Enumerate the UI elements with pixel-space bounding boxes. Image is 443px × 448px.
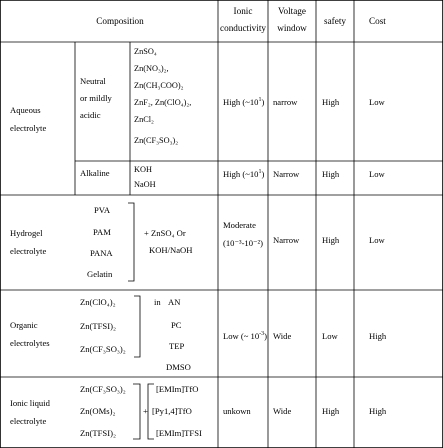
organic-section	[10, 296, 387, 372]
organic-salt-item: Zn(TFSI)₂	[80, 321, 116, 331]
hydrogel-section	[10, 203, 386, 281]
neutral-salt-item: Zn(CF₃SO₃)₂	[134, 136, 179, 145]
ionic-cost: High	[369, 406, 387, 416]
hydrogel-voltage: Narrow	[273, 235, 300, 245]
hydrogel-conductivity-line1: Moderate	[223, 220, 256, 230]
neutral-cost: Low	[369, 97, 385, 107]
ionic-salt-item: Zn(OMs)₂	[80, 406, 116, 416]
ionic-label-line1: Ionic liquid	[10, 398, 50, 408]
ionic-conductivity: unkown	[223, 406, 251, 416]
hydrogel-cost: Low	[369, 235, 385, 245]
organic-salt-list	[80, 297, 126, 354]
organic-salt-item: Zn(CF₃SO₃)₂	[80, 344, 126, 354]
organic-solvent-item: AN	[168, 297, 181, 307]
ionic-liquid-item: [EMIm]TfO	[156, 384, 199, 394]
organic-solvent-list	[166, 297, 191, 372]
organic-solvent-prefix: in	[154, 297, 161, 307]
ionic-liquid-item: [EMIm]TFSI	[156, 428, 202, 438]
organic-voltage: Wide	[273, 331, 292, 341]
organic-safety: Low	[322, 331, 338, 341]
hydrogel-additive-line2: KOH/NaOH	[149, 245, 193, 255]
polymer-item: Gelatin	[87, 269, 113, 279]
aqueous-label-line2: electrolyte	[10, 123, 47, 133]
organic-solvent-item: TEP	[169, 341, 185, 351]
neutral-salt-item: Zn(NO₃)₂,	[134, 64, 169, 73]
ionic-salt-item: Zn(TFSI)₂	[80, 428, 116, 438]
hydrogel-additive-line1: + ZnSO₄ Or	[144, 228, 186, 238]
hydrogel-conductivity-line2: (10⁻³-10⁻²)	[223, 238, 263, 248]
ionic-salt-item: Zn(CF₃SO₃)₂	[80, 384, 126, 394]
hydrogel-label-line1: Hydrogel	[10, 228, 43, 238]
organic-label-line2: electrolytes	[10, 338, 50, 348]
neutral-conductivity: High $(\sim 10^1)$	[223, 97, 265, 107]
hydrogel-bracket	[128, 203, 134, 281]
ionic-label-line2: electrolyte	[10, 416, 47, 426]
alkaline-conductivity: High $(\sim 10^1)$	[223, 169, 265, 179]
alkaline-safety: High	[322, 169, 340, 179]
polymer-item: PVA	[94, 205, 111, 215]
organic-label-line1: Organic	[10, 320, 38, 330]
neutral-voltage: narrow	[273, 97, 298, 107]
alkaline-salt-item: KOH	[134, 165, 152, 174]
organic-conductivity: Low (~ $10^{-3}$)	[223, 331, 268, 341]
ionic-plus: +	[143, 406, 148, 416]
neutral-salt-list	[134, 47, 191, 145]
aqueous-label-line1: Aqueous	[10, 105, 41, 115]
organic-solvent-item: DMSO	[166, 362, 191, 372]
hydrogel-label-line2: electrolyte	[10, 246, 47, 256]
organic-bracket	[134, 296, 140, 357]
alkaline-salt-item: NaOH	[134, 180, 156, 189]
alkaline-cost: Low	[369, 169, 385, 179]
organic-solvent-item: PC	[171, 320, 182, 330]
neutral-salt-item: ZnSO₄	[134, 47, 157, 56]
neutral-salt-item: ZnF₂, Zn(ClO₄)₂,	[134, 98, 192, 107]
polymer-item: PANA	[90, 248, 113, 258]
polymer-item: PAM	[93, 227, 111, 237]
ionic-liquid-list	[152, 384, 202, 438]
ionic-salt-list	[80, 384, 126, 438]
header-cost: Cost	[369, 16, 386, 26]
header-composition: Composition	[96, 16, 144, 26]
organic-salt-item: Zn(ClO₄)₂	[80, 297, 116, 307]
ionic-liquid-item: [Py1,4]TfO	[152, 406, 192, 416]
ionic-left-bracket	[133, 384, 140, 439]
neutral-label-line1: Neutral	[80, 76, 106, 86]
neutral-safety: High	[322, 97, 340, 107]
neutral-salt-item: Zn(CH₃COO)₂	[134, 81, 184, 90]
organic-cost: High	[369, 331, 387, 341]
alkaline-voltage: Narrow	[273, 169, 300, 179]
header-conductivity-line1: Ionic	[233, 6, 253, 16]
header-voltage-line2: window	[277, 23, 307, 33]
neutral-label-line2: or mildly	[80, 93, 112, 103]
hydrogel-safety: High	[322, 235, 340, 245]
aqueous-section	[10, 47, 386, 189]
neutral-label-line3: acidic	[80, 110, 101, 120]
hydrogel-polymer-list	[87, 205, 113, 279]
header-voltage-line1: Voltage	[278, 6, 306, 16]
ionic-safety: High	[322, 406, 340, 416]
neutral-salt-item: ZnCl₂	[134, 115, 154, 124]
header-row	[96, 6, 386, 33]
ionic-voltage: Wide	[273, 406, 292, 416]
alkaline-label: Alkaline	[80, 168, 110, 178]
header-safety: safety	[324, 16, 346, 26]
ionic-liquid-section	[10, 384, 387, 439]
header-conductivity-line2: conductivity	[220, 23, 266, 33]
